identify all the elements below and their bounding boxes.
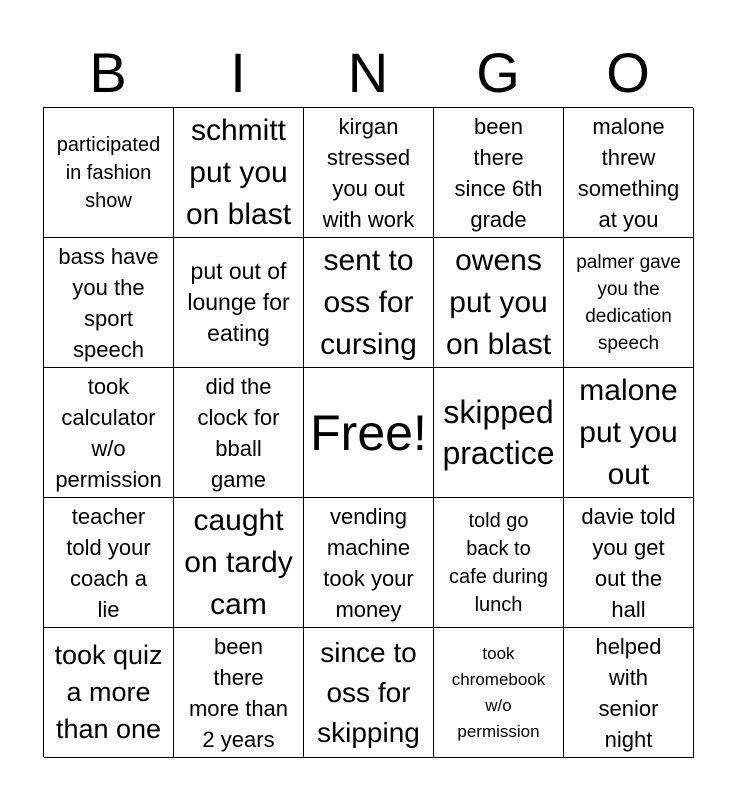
cell-text: put out of lounge for eating [187, 258, 290, 346]
header-letter-i: I [230, 41, 246, 104]
cell-text: took chromebook w/o permission [451, 643, 546, 741]
header-letter-g: G [476, 41, 520, 104]
bingo-cell[interactable] [434, 628, 564, 758]
cell-text: schmitt put you on blast [185, 113, 292, 231]
cell-text: bass have you the sport speech [58, 243, 159, 362]
cell-text: been there since 6th grade [454, 113, 543, 232]
bingo-cell[interactable] [564, 108, 694, 238]
cell-text: sent to oss for cursing [320, 243, 417, 361]
cell-text: owens put you on blast [445, 243, 552, 361]
bingo-header [43, 40, 693, 106]
bingo-cell[interactable] [174, 498, 304, 628]
bingo-cell[interactable] [174, 238, 304, 368]
free-space[interactable] [304, 368, 434, 498]
bingo-cell[interactable] [304, 628, 434, 758]
bingo-cell[interactable] [564, 238, 694, 368]
cell-text: helped with senior night [595, 633, 662, 752]
bingo-cell[interactable] [44, 498, 174, 628]
cell-text: participated in fashion show [56, 133, 161, 212]
free-space-text: Free! [310, 404, 427, 461]
cell-text: took quiz a more than one [54, 640, 163, 744]
header-letter-n: N [347, 41, 389, 104]
bingo-cell[interactable] [564, 498, 694, 628]
cell-text: did the clock for bball game [197, 373, 280, 492]
bingo-grid [43, 107, 693, 757]
bingo-cell[interactable] [434, 368, 564, 498]
cell-text: kirgan stressed you out with work [322, 113, 415, 232]
bingo-cell[interactable] [174, 108, 304, 238]
bingo-cell[interactable] [44, 238, 174, 368]
cell-text: caught on tardy cam [184, 503, 293, 621]
bingo-cell[interactable] [434, 498, 564, 628]
cell-text: malone threw something at you [577, 113, 680, 232]
bingo-cell[interactable] [434, 238, 564, 368]
cell-text: vending machine took your money [323, 503, 414, 622]
bingo-cell[interactable] [44, 108, 174, 238]
cell-text: palmer gave you the dedication speech [576, 251, 681, 354]
bingo-cell[interactable] [304, 238, 434, 368]
cell-text: been there more than 2 years [188, 633, 289, 752]
bingo-cell[interactable] [44, 628, 174, 758]
cell-text: since to oss for skipping [317, 636, 420, 748]
header-letter-o: O [606, 41, 650, 104]
bingo-cell[interactable] [304, 498, 434, 628]
bingo-cell[interactable] [564, 628, 694, 758]
cell-text: took calculator w/o permission [55, 373, 162, 492]
cell-text: skipped practice [442, 393, 555, 471]
bingo-cell[interactable] [564, 368, 694, 498]
bingo-cell[interactable] [44, 368, 174, 498]
cell-text: davie told you get out the hall [581, 503, 676, 622]
cell-text: teacher told your coach a lie [66, 503, 151, 622]
bingo-cell[interactable] [434, 108, 564, 238]
bingo-cell[interactable] [304, 108, 434, 238]
bingo-cell[interactable] [174, 368, 304, 498]
cell-text: malone put you out [579, 373, 678, 491]
cell-text: told go back to cafe during lunch [449, 509, 548, 616]
bingo-cell[interactable] [174, 628, 304, 758]
header-letter-b: B [89, 41, 127, 104]
